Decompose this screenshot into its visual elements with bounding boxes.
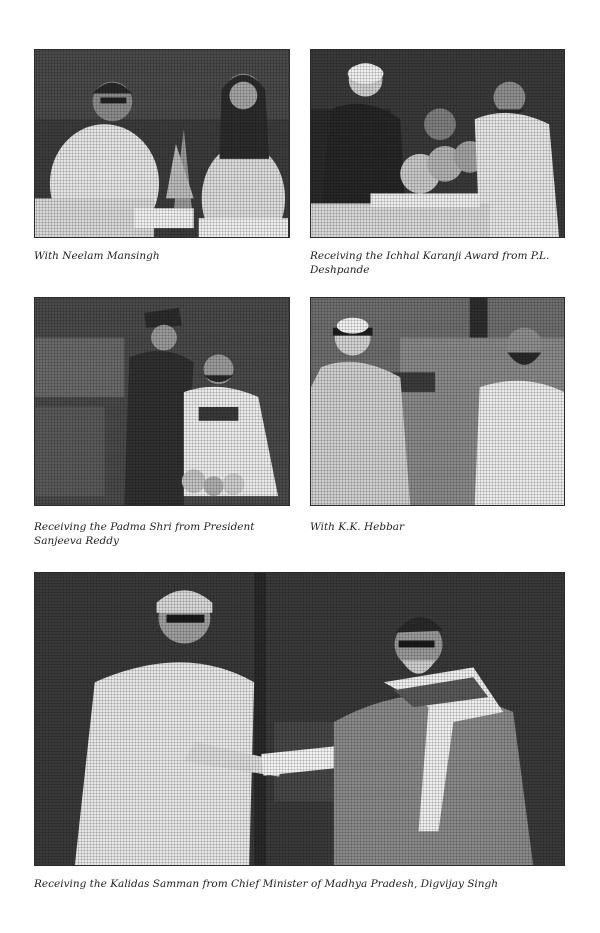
photo-3-image	[35, 298, 289, 505]
photo-4-image	[311, 298, 564, 505]
caption-padma-shri: Receiving the Padma Shri from President Sanjeeva Reddy	[34, 521, 255, 547]
photo-5-image	[35, 573, 564, 865]
photo-kalidas-samman	[34, 572, 565, 866]
caption-with-kk-hebbar: With K.K. Hebbar	[310, 521, 405, 533]
caption-ichhal-karanji-award: Receiving the Ichhal Karanji Award from P.L. Deshpande	[310, 250, 550, 276]
photo-1-image	[35, 50, 289, 237]
photo-2-image	[311, 50, 564, 237]
photo-padma-shri	[34, 297, 290, 506]
photo-with-kk-hebbar	[310, 297, 565, 506]
caption-with-neelam-mansingh: With Neelam Mansingh	[34, 250, 160, 262]
photo-with-neelam-mansingh	[34, 49, 290, 238]
caption-kalidas-samman: Receiving the Kalidas Samman from Chief Minister of Madhya Pradesh, Digvijay Singh	[34, 878, 499, 890]
photo-ichhal-karanji-award	[310, 49, 565, 238]
